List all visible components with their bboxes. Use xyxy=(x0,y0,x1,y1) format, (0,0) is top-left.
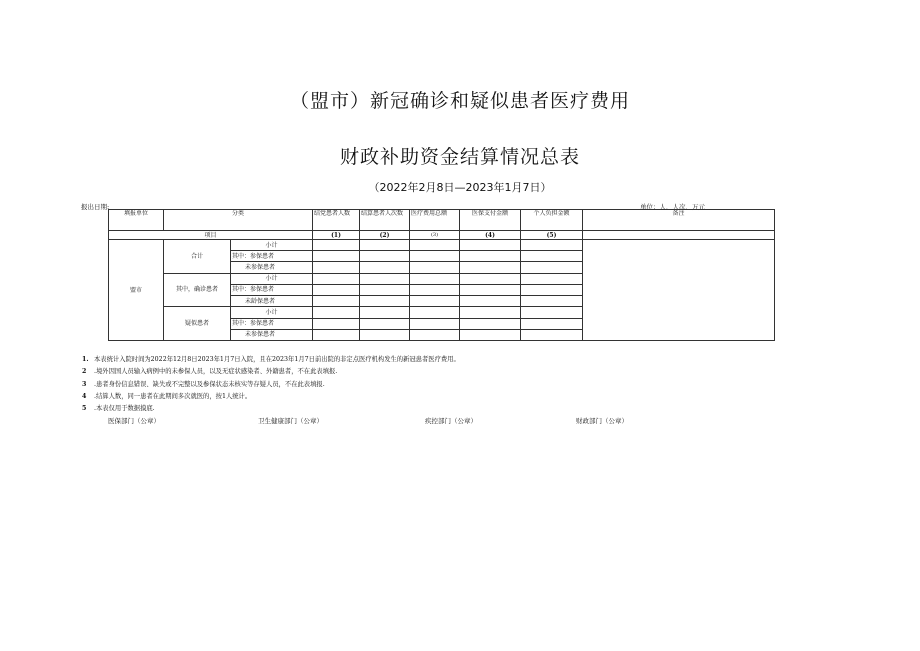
note-item xyxy=(82,366,460,378)
data-cell[interactable] xyxy=(521,251,583,262)
row-label: 未龄保患者 xyxy=(231,296,313,307)
category-header: 分类 xyxy=(164,210,313,231)
note-item xyxy=(82,403,460,415)
signature-health-commission: 卫生健康部门（公章） xyxy=(258,417,323,425)
unit-label: 单位：人、人次、万元 xyxy=(640,203,705,211)
data-cell[interactable] xyxy=(410,240,460,251)
data-cell[interactable] xyxy=(313,251,360,262)
note-text: .本表仅用于数据摸底. xyxy=(94,405,155,413)
note-text: 本表统计入院时间为2022年12月8日2023年1月7日入院，且在2023年1月7日前出院的非定点医疗机构发生的新冠患者医疗费用。 xyxy=(94,356,460,363)
reporting-period: （2022年2月8日—2023年1月7日） xyxy=(368,181,552,194)
row-label: 小计 xyxy=(231,307,313,318)
signature-finance: 财政部门（公章） xyxy=(576,417,628,425)
data-cell[interactable] xyxy=(313,284,360,295)
remarks-cell[interactable] xyxy=(583,240,775,341)
data-cell[interactable] xyxy=(410,307,460,318)
data-cell[interactable] xyxy=(313,307,360,318)
signature-medical-insurance: 医保部门（公章） xyxy=(108,417,160,425)
data-cell[interactable] xyxy=(360,240,410,251)
data-cell[interactable] xyxy=(410,329,460,340)
data-cell[interactable] xyxy=(360,329,410,340)
col-number: (5) xyxy=(521,231,583,240)
note-number: 5 xyxy=(82,405,87,413)
notes-section xyxy=(82,354,460,415)
col-number: (1) xyxy=(313,231,360,240)
data-cell[interactable] xyxy=(360,296,410,307)
row-label: 其中：参保患者 xyxy=(231,251,313,262)
col1-header: 结党患者人数 xyxy=(313,210,360,231)
data-cell[interactable] xyxy=(460,296,521,307)
title-line-1: （盟市）新冠确诊和疑似患者医疗费用 xyxy=(289,90,630,112)
row-label: 小计 xyxy=(231,240,313,251)
row-label: 未参保患者 xyxy=(231,329,313,340)
data-cell[interactable] xyxy=(410,262,460,273)
data-cell[interactable] xyxy=(460,307,521,318)
settlement-table xyxy=(108,209,775,341)
data-cell[interactable] xyxy=(460,329,521,340)
note-number: 3 xyxy=(82,380,87,388)
data-cell[interactable] xyxy=(410,296,460,307)
note-text: .境外因国人员输入病例中的未参保人员，以及无症状感染者、外籍患者，不在此表填报. xyxy=(94,368,338,376)
table-row xyxy=(109,240,775,251)
data-cell[interactable] xyxy=(313,329,360,340)
data-cell[interactable] xyxy=(313,262,360,273)
note-item xyxy=(82,379,460,391)
data-cell[interactable] xyxy=(460,284,521,295)
remarks-cell xyxy=(583,231,775,240)
note-item xyxy=(82,391,460,403)
data-cell[interactable] xyxy=(521,329,583,340)
title-line-2: 财政补助资金结算情况总表 xyxy=(339,146,580,168)
item-row xyxy=(109,231,775,240)
fill-unit-header: 填报单位 xyxy=(109,210,164,231)
row-label: 其中：参保患者 xyxy=(231,318,313,329)
group-name-cell: 其中，确诊患者 xyxy=(164,273,231,307)
group-name-cell: 合计 xyxy=(164,240,231,274)
col-number: (3) xyxy=(410,231,460,240)
col3-header: 医疗费用总额 xyxy=(410,210,460,231)
signature-disease-control: 疾控部门（公章） xyxy=(425,417,477,425)
data-cell[interactable] xyxy=(460,273,521,284)
data-cell[interactable] xyxy=(521,273,583,284)
col4-header: 医保支付金额 xyxy=(460,210,521,231)
note-number: 4 xyxy=(82,392,87,400)
col-number: (2) xyxy=(360,231,410,240)
data-cell[interactable] xyxy=(410,284,460,295)
data-cell[interactable] xyxy=(521,296,583,307)
data-cell[interactable] xyxy=(521,240,583,251)
note-text: .患者身份信息错误、缺失或不完整以及参保状态未核实等存疑人员，不在此表填报. xyxy=(94,380,325,388)
data-cell[interactable] xyxy=(360,262,410,273)
data-cell[interactable] xyxy=(460,262,521,273)
data-cell[interactable] xyxy=(360,318,410,329)
data-cell[interactable] xyxy=(410,251,460,262)
note-number: 1. xyxy=(82,356,89,363)
data-cell[interactable] xyxy=(460,251,521,262)
data-cell[interactable] xyxy=(521,262,583,273)
data-cell[interactable] xyxy=(313,240,360,251)
data-cell[interactable] xyxy=(410,318,460,329)
data-cell[interactable] xyxy=(360,284,410,295)
data-cell[interactable] xyxy=(360,273,410,284)
row-label: 小计 xyxy=(231,273,313,284)
row-label: 未参保患者 xyxy=(231,262,313,273)
data-cell[interactable] xyxy=(410,273,460,284)
report-date-label: 报出日期: xyxy=(81,203,110,211)
data-cell[interactable] xyxy=(521,318,583,329)
data-cell[interactable] xyxy=(360,251,410,262)
data-cell[interactable] xyxy=(460,318,521,329)
col5-header: 个人负担金额 xyxy=(521,210,583,231)
data-cell[interactable] xyxy=(313,273,360,284)
data-cell[interactable] xyxy=(313,318,360,329)
data-cell[interactable] xyxy=(313,296,360,307)
col-number: (4) xyxy=(460,231,521,240)
note-text: .结算人数，同一患者在此期间多次就医的，按1人统计。 xyxy=(94,392,252,400)
data-cell[interactable] xyxy=(521,284,583,295)
note-number: 2 xyxy=(82,368,87,376)
group-name-cell: 疑似患者 xyxy=(164,307,231,341)
note-item xyxy=(82,354,460,366)
row-label: 其中：参保患者 xyxy=(231,284,313,295)
data-cell[interactable] xyxy=(360,307,410,318)
unit-name-cell: 盟市 xyxy=(109,240,164,341)
item-label: 项目 xyxy=(109,231,313,240)
col2-header: 结算患者人次数 xyxy=(360,210,410,231)
data-cell[interactable] xyxy=(460,240,521,251)
header-row xyxy=(109,210,775,231)
data-cell[interactable] xyxy=(521,307,583,318)
remarks-header: 备注 xyxy=(583,210,775,231)
